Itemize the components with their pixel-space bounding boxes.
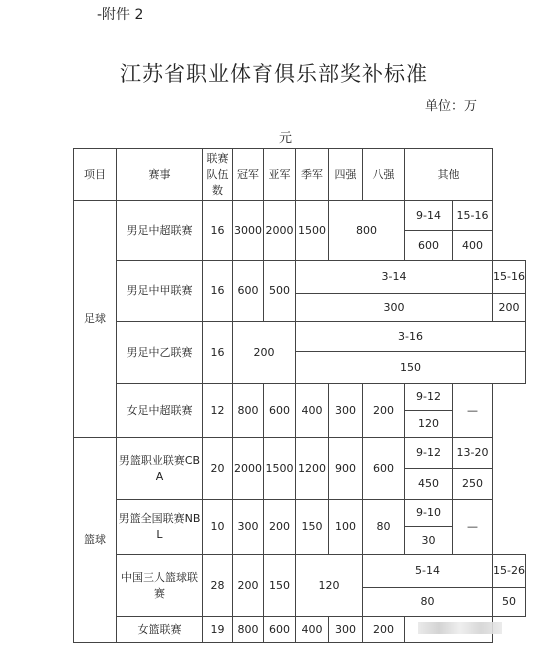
header-champion: 冠军	[233, 149, 264, 201]
cell-teams: 12	[203, 384, 233, 438]
cell-third: 400	[296, 617, 329, 643]
table-row	[74, 384, 526, 411]
cell-third: 1200	[296, 438, 329, 500]
cell-teams: 19	[203, 617, 233, 643]
header-other: 其他	[405, 149, 493, 201]
cell-rank-value: 200	[493, 294, 526, 322]
cell-runner-up: 500	[264, 261, 296, 322]
cell-rank-range: 9-14	[405, 201, 453, 231]
header-top8: 八强	[363, 149, 405, 201]
event-name: 女篮联赛	[117, 617, 203, 643]
event-name: 男足中甲联赛	[117, 261, 203, 322]
header-top4: 四强	[329, 149, 363, 201]
cell-rank-range: 3-16	[296, 322, 526, 352]
cell-third: 150	[296, 500, 329, 555]
unit-label-continued: 元	[279, 131, 293, 146]
cell-rank-value: —	[453, 384, 493, 438]
cell-runner-up: 600	[264, 617, 296, 643]
header-runner-up: 亚军	[264, 149, 296, 201]
cell-runner-up: 600	[264, 384, 296, 438]
cell-champion: 200	[233, 322, 296, 384]
cell-rank-range: 3-14	[296, 261, 493, 294]
cell-top8: 80	[363, 500, 405, 555]
cell-rank-value: 300	[296, 294, 493, 322]
cell-rank-value: 150	[296, 352, 526, 384]
cell-rank-range: 9-12	[405, 438, 453, 469]
redacted-blur	[418, 622, 502, 634]
cell-top8: 600	[363, 438, 405, 500]
cell-rank-value: 80	[363, 588, 493, 617]
cell-third-top4: 120	[296, 555, 363, 617]
unit-label: 单位：万	[425, 99, 478, 114]
cell-teams: 28	[203, 555, 233, 617]
cell-top4: 900	[329, 438, 363, 500]
cell-top4-top8: 800	[329, 201, 405, 261]
cell-rank-value: 400	[453, 231, 493, 261]
cell-rank-value: 50	[493, 588, 526, 617]
event-name: 男篮全国联赛NBL	[117, 500, 203, 555]
cell-rank-value: 120	[405, 411, 453, 438]
cell-third: 1500	[296, 201, 329, 261]
table-row	[74, 438, 526, 469]
cell-runner-up: 200	[264, 500, 296, 555]
cell-champion: 600	[233, 261, 264, 322]
cell-rank-range: 15-16	[453, 201, 493, 231]
project-football: 足球	[74, 201, 117, 438]
cell-top8: 200	[363, 617, 405, 643]
cell-top4: 300	[329, 384, 363, 438]
cell-runner-up: 1500	[264, 438, 296, 500]
cell-champion: 300	[233, 500, 264, 555]
cell-champion: 800	[233, 384, 264, 438]
event-name: 男足中超联赛	[117, 201, 203, 261]
cell-rank-range: 5-14	[363, 555, 493, 588]
cell-teams: 16	[203, 201, 233, 261]
cell-rank-value: —	[453, 500, 493, 555]
event-name: 中国三人篮球联赛	[117, 555, 203, 617]
cell-top4: 300	[329, 617, 363, 643]
header-project: 项目	[74, 149, 117, 201]
header-teams: 联赛队伍数	[203, 149, 233, 201]
cell-champion: 2000	[233, 438, 264, 500]
cell-rank-value: 450	[405, 469, 453, 500]
subsidy-table	[73, 148, 526, 643]
event-name: 男篮职业联赛CBA	[117, 438, 203, 500]
cell-teams: 10	[203, 500, 233, 555]
cell-champion: 800	[233, 617, 264, 643]
cell-rank-range: 13-20	[453, 438, 493, 469]
header-event: 赛事	[117, 149, 203, 201]
cell-rank-range: 9-10	[405, 500, 453, 527]
event-name: 女足中超联赛	[117, 384, 203, 438]
table-header-row	[74, 149, 526, 201]
page-title: 江苏省职业体育俱乐部奖补标准	[120, 62, 428, 86]
attachment-label: -附件 2	[97, 7, 144, 23]
cell-teams: 16	[203, 261, 233, 322]
cell-rank-range: 9-12	[405, 384, 453, 411]
table-row	[74, 201, 526, 231]
header-third: 季军	[296, 149, 329, 201]
table-row	[74, 322, 526, 352]
table-row	[74, 261, 526, 294]
cell-runner-up: 150	[264, 555, 296, 617]
cell-rank-range: 15-16	[493, 261, 526, 294]
cell-third: 400	[296, 384, 329, 438]
table-row	[74, 500, 526, 527]
cell-teams: 16	[203, 322, 233, 384]
cell-top4: 100	[329, 500, 363, 555]
table-row	[74, 555, 526, 588]
cell-top8: 200	[363, 384, 405, 438]
cell-runner-up: 2000	[264, 201, 296, 261]
cell-rank-range: 15-26	[493, 555, 526, 588]
project-basketball: 篮球	[74, 438, 117, 643]
cell-rank-value: 600	[405, 231, 453, 261]
cell-rank-value: 30	[405, 527, 453, 555]
cell-champion: 200	[233, 555, 264, 617]
cell-teams: 20	[203, 438, 233, 500]
cell-rank-value: 250	[453, 469, 493, 500]
event-name: 男足中乙联赛	[117, 322, 203, 384]
cell-champion: 3000	[233, 201, 264, 261]
